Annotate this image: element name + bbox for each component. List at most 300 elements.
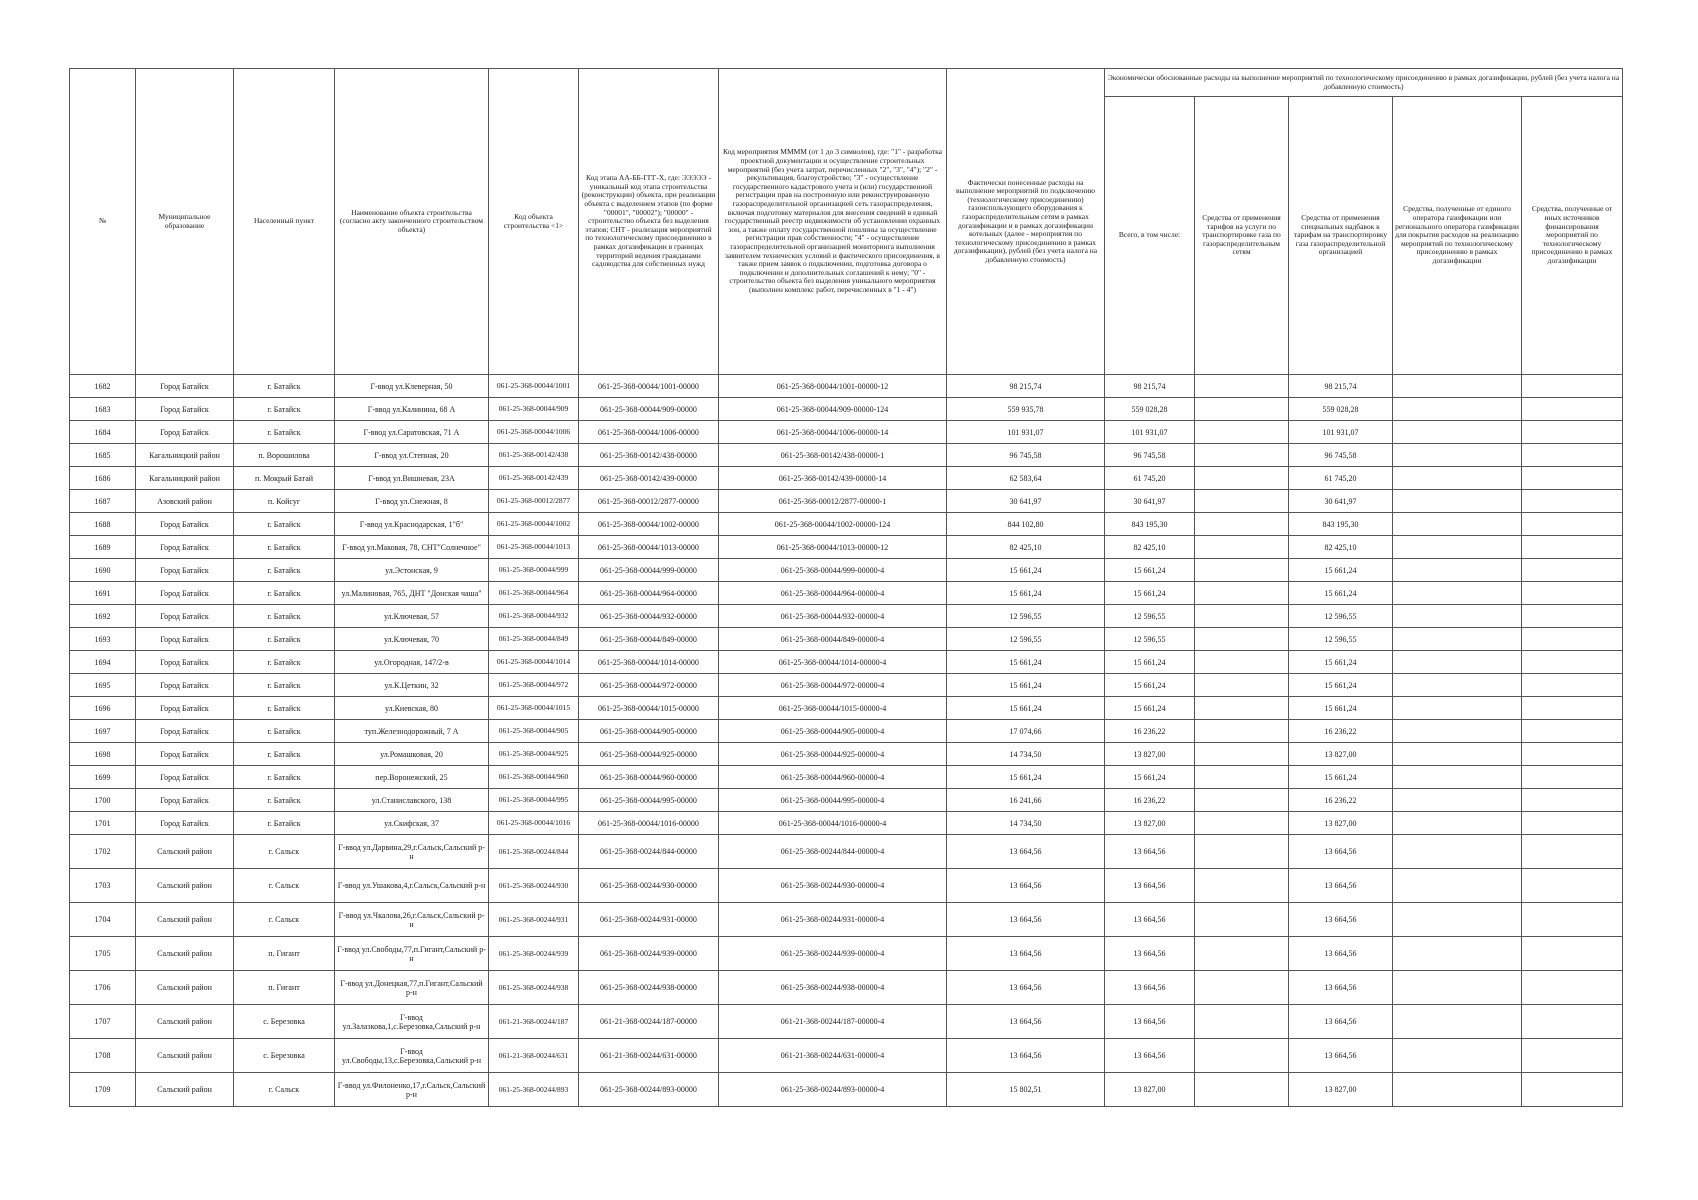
cell-settlement: г. Батайск	[234, 697, 335, 720]
cell-municipality: Город Батайск	[136, 674, 234, 697]
cell-operator	[1393, 1073, 1522, 1107]
cell-number: 1699	[70, 766, 136, 789]
cell-actual-costs: 15 661,24	[947, 651, 1105, 674]
cell-stage-code: 061-25-368-00244/938-00000	[579, 971, 719, 1005]
cell-tariff	[1195, 903, 1289, 937]
cell-number: 1692	[70, 605, 136, 628]
cell-actual-costs: 15 661,24	[947, 766, 1105, 789]
cell-municipality: Город Батайск	[136, 421, 234, 444]
cell-surcharge: 96 745,58	[1289, 444, 1393, 467]
cell-object-code: 061-25-368-00044/905	[489, 720, 579, 743]
cell-object-code: 061-21-368-00244/187	[489, 1005, 579, 1039]
cell-tariff	[1195, 490, 1289, 513]
cell-object-name: ул.Эстонская, 9	[335, 559, 489, 582]
cell-object-name: Г-ввод ул.Залазкова,1,с.Березовка,Сальский р-н	[335, 1005, 489, 1039]
cell-event-code: 061-25-368-00044/1002-00000-124	[719, 513, 947, 536]
cell-event-code: 061-25-368-00044/909-00000-124	[719, 398, 947, 421]
cell-total: 843 195,30	[1105, 513, 1195, 536]
table-row	[70, 582, 1623, 605]
cell-stage-code: 061-25-368-00244/893-00000	[579, 1073, 719, 1107]
cell-other	[1522, 467, 1623, 490]
cell-tariff	[1195, 398, 1289, 421]
cell-surcharge: 15 661,24	[1289, 697, 1393, 720]
cell-surcharge: 559 028,28	[1289, 398, 1393, 421]
cell-operator	[1393, 720, 1522, 743]
header-no: №	[70, 69, 136, 375]
cell-event-code: 061-25-368-00244/938-00000-4	[719, 971, 947, 1005]
cell-stage-code: 061-21-368-00244/187-00000	[579, 1005, 719, 1039]
cell-municipality: Город Батайск	[136, 398, 234, 421]
table-header	[70, 69, 1623, 375]
cell-settlement: п. Гигант	[234, 971, 335, 1005]
cell-object-name: ул.Станиславского, 138	[335, 789, 489, 812]
header-tariff: Средства от применения тарифов на услуги по транспортировке газа по газораспределительным сетям	[1195, 97, 1289, 375]
table-row	[70, 903, 1623, 937]
cell-total: 13 827,00	[1105, 743, 1195, 766]
cell-number: 1704	[70, 903, 136, 937]
cell-surcharge: 13 664,56	[1289, 835, 1393, 869]
cell-tariff	[1195, 720, 1289, 743]
cell-event-code: 061-25-368-00044/999-00000-4	[719, 559, 947, 582]
cell-actual-costs: 15 661,24	[947, 559, 1105, 582]
cell-actual-costs: 14 734,50	[947, 743, 1105, 766]
table-row	[70, 513, 1623, 536]
cell-event-code: 061-25-368-00044/1013-00000-12	[719, 536, 947, 559]
cell-object-name: ул.Ромашковая, 20	[335, 743, 489, 766]
table-row	[70, 559, 1623, 582]
cell-object-code: 061-25-368-00142/439	[489, 467, 579, 490]
cell-municipality: Город Батайск	[136, 605, 234, 628]
cell-municipality: Сальский район	[136, 1005, 234, 1039]
cell-total: 13 664,56	[1105, 937, 1195, 971]
cell-tariff	[1195, 375, 1289, 398]
cell-event-code: 061-25-368-00142/439-00000-14	[719, 467, 947, 490]
cell-actual-costs: 13 664,56	[947, 1005, 1105, 1039]
cell-settlement: г. Батайск	[234, 789, 335, 812]
table-row	[70, 971, 1623, 1005]
cell-other	[1522, 536, 1623, 559]
header-event-code: Код мероприятия ММММ (от 1 до 3 символов), где: "1" - разработка проектной документации и осуществление строительных мероприятий (без учета затрат, перечисленных "2", "3", "4"); "2" - рекультивация, благоустройство; "3" - осуществление государственного кадастрового учета и (или) государственной регистрации прав на построенную или реконструированную газораспределительной организацией сеть газораспределения, включая подготовку материалов для внесения сведений в единый государственный реестр недвижимости об установлении охранных зон, а также оплату государственной пошлины за осуществление регистрации прав собственности; "4" - осуществление газораспределительной организацией мониторинга выполнения заявителем технических условий и фактического присоединения, в также прием заявок о подключении, подготовка договора о подключении и дополнительных соглашений к нему; "0" - строительство объекта без выделения уникального мероприятия (выполнен комплекс работ, перечисленных в "1 - 4")	[719, 69, 947, 375]
header-object-name: Наименование объекта строительства (согласно акту законченного строительством объекта)	[335, 69, 489, 375]
cell-operator	[1393, 490, 1522, 513]
cell-municipality: Город Батайск	[136, 651, 234, 674]
cell-total: 82 425,10	[1105, 536, 1195, 559]
header-settlement: Населенный пункт	[234, 69, 335, 375]
cell-event-code: 061-25-368-00244/930-00000-4	[719, 869, 947, 903]
cell-operator	[1393, 789, 1522, 812]
cell-stage-code: 061-25-368-00044/1001-00000	[579, 375, 719, 398]
cell-settlement: г. Батайск	[234, 375, 335, 398]
cell-number: 1693	[70, 628, 136, 651]
cell-number: 1696	[70, 697, 136, 720]
cell-municipality: Сальский район	[136, 903, 234, 937]
cell-object-code: 061-25-368-00012/2877	[489, 490, 579, 513]
table-row	[70, 628, 1623, 651]
cell-object-name: Г-ввод ул.Клеверная, 50	[335, 375, 489, 398]
cell-total: 12 596,55	[1105, 628, 1195, 651]
cell-surcharge: 13 664,56	[1289, 937, 1393, 971]
cell-other	[1522, 835, 1623, 869]
cell-object-name: Г-ввод ул.Донецкая,77,п.Гигант,Сальский р-н	[335, 971, 489, 1005]
cell-tariff	[1195, 812, 1289, 835]
cell-other	[1522, 398, 1623, 421]
cell-number: 1683	[70, 398, 136, 421]
cell-municipality: Кагальницкий район	[136, 467, 234, 490]
cell-object-name: Г-ввод ул.Филоненко,17,г.Сальск,Сальский р-н	[335, 1073, 489, 1107]
cell-other	[1522, 971, 1623, 1005]
cell-surcharge: 82 425,10	[1289, 536, 1393, 559]
cell-settlement: п. Койсуг	[234, 490, 335, 513]
cell-total: 13 664,56	[1105, 903, 1195, 937]
cell-operator	[1393, 582, 1522, 605]
cell-stage-code: 061-25-368-00044/1002-00000	[579, 513, 719, 536]
cell-surcharge: 13 664,56	[1289, 903, 1393, 937]
cell-surcharge: 13 827,00	[1289, 1073, 1393, 1107]
cell-total: 559 028,28	[1105, 398, 1195, 421]
table-row	[70, 536, 1623, 559]
cell-object-code: 061-25-368-00044/932	[489, 605, 579, 628]
cell-tariff	[1195, 536, 1289, 559]
cell-municipality: Город Батайск	[136, 789, 234, 812]
cell-object-name: Г-ввод ул.Ушакова,4,г.Сальск,Сальский р-н	[335, 869, 489, 903]
cell-tariff	[1195, 628, 1289, 651]
cell-object-name: туп.Железнодорожный, 7 А	[335, 720, 489, 743]
cell-object-code: 061-25-368-00044/1001	[489, 375, 579, 398]
cell-tariff	[1195, 559, 1289, 582]
table-row	[70, 421, 1623, 444]
cell-object-code: 061-25-368-00244/938	[489, 971, 579, 1005]
cell-stage-code: 061-25-368-00044/1014-00000	[579, 651, 719, 674]
cell-stage-code: 061-25-368-00044/1015-00000	[579, 697, 719, 720]
cell-settlement: п. Мокрый Батай	[234, 467, 335, 490]
cell-event-code: 061-21-368-00244/187-00000-4	[719, 1005, 947, 1039]
document-sheet	[69, 68, 1622, 1107]
cell-number: 1694	[70, 651, 136, 674]
cell-operator	[1393, 467, 1522, 490]
cell-actual-costs: 13 664,56	[947, 869, 1105, 903]
cell-number: 1689	[70, 536, 136, 559]
cell-object-code: 061-25-368-00044/1013	[489, 536, 579, 559]
cell-other	[1522, 559, 1623, 582]
cell-event-code: 061-25-368-00244/844-00000-4	[719, 835, 947, 869]
cell-surcharge: 13 664,56	[1289, 869, 1393, 903]
cell-object-name: Г-ввод ул.Свободы,77,п.Гигант,Сальский р-н	[335, 937, 489, 971]
cell-surcharge: 12 596,55	[1289, 628, 1393, 651]
cell-surcharge: 101 931,07	[1289, 421, 1393, 444]
cell-operator	[1393, 375, 1522, 398]
cell-tariff	[1195, 697, 1289, 720]
cell-actual-costs: 14 734,50	[947, 812, 1105, 835]
cell-number: 1682	[70, 375, 136, 398]
cell-operator	[1393, 869, 1522, 903]
cell-surcharge: 15 661,24	[1289, 651, 1393, 674]
cell-event-code: 061-21-368-00244/631-00000-4	[719, 1039, 947, 1073]
cell-other	[1522, 605, 1623, 628]
cell-object-code: 061-25-368-00044/909	[489, 398, 579, 421]
table-row	[70, 444, 1623, 467]
cell-object-code: 061-25-368-00044/1006	[489, 421, 579, 444]
table-row	[70, 674, 1623, 697]
cell-operator	[1393, 903, 1522, 937]
cell-stage-code: 061-25-368-00044/1013-00000	[579, 536, 719, 559]
cell-object-name: ул.Скифская, 37	[335, 812, 489, 835]
cell-stage-code: 061-25-368-00244/930-00000	[579, 869, 719, 903]
cell-object-code: 061-25-368-00044/972	[489, 674, 579, 697]
cell-number: 1709	[70, 1073, 136, 1107]
cell-other	[1522, 444, 1623, 467]
cell-event-code: 061-25-368-00044/925-00000-4	[719, 743, 947, 766]
header-other: Средства, полученные от иных источников финансирования мероприятий по технологическому присоединению в рамках догазификации	[1522, 97, 1623, 375]
cell-settlement: п. Ворошилова	[234, 444, 335, 467]
cell-other	[1522, 903, 1623, 937]
cell-surcharge: 843 195,30	[1289, 513, 1393, 536]
cell-number: 1698	[70, 743, 136, 766]
cell-total: 15 661,24	[1105, 697, 1195, 720]
cell-settlement: г. Батайск	[234, 605, 335, 628]
cell-other	[1522, 869, 1623, 903]
cell-tariff	[1195, 513, 1289, 536]
cell-object-code: 061-25-368-00244/931	[489, 903, 579, 937]
cell-municipality: Город Батайск	[136, 766, 234, 789]
cell-other	[1522, 812, 1623, 835]
cell-total: 16 236,22	[1105, 789, 1195, 812]
cell-operator	[1393, 971, 1522, 1005]
cell-number: 1697	[70, 720, 136, 743]
cell-operator	[1393, 536, 1522, 559]
cell-operator	[1393, 812, 1522, 835]
cell-settlement: г. Батайск	[234, 743, 335, 766]
cell-object-code: 061-25-368-00044/849	[489, 628, 579, 651]
cell-settlement: г. Батайск	[234, 536, 335, 559]
cell-operator	[1393, 513, 1522, 536]
cell-number: 1703	[70, 869, 136, 903]
cell-settlement: с. Березовка	[234, 1039, 335, 1073]
cell-actual-costs: 12 596,55	[947, 628, 1105, 651]
cell-operator	[1393, 835, 1522, 869]
cell-stage-code: 061-25-368-00044/905-00000	[579, 720, 719, 743]
cell-stage-code: 061-25-368-00044/960-00000	[579, 766, 719, 789]
table-row	[70, 766, 1623, 789]
cell-actual-costs: 13 664,56	[947, 937, 1105, 971]
cell-tariff	[1195, 743, 1289, 766]
cell-total: 13 664,56	[1105, 971, 1195, 1005]
cell-surcharge: 13 664,56	[1289, 1005, 1393, 1039]
cell-number: 1685	[70, 444, 136, 467]
header-object-code: Код объекта строительства <1>	[489, 69, 579, 375]
cell-object-code: 061-25-368-00044/1016	[489, 812, 579, 835]
cell-municipality: Город Батайск	[136, 536, 234, 559]
cell-total: 96 745,58	[1105, 444, 1195, 467]
cell-stage-code: 061-25-368-00044/925-00000	[579, 743, 719, 766]
header-operator: Средства, полученные от единого оператора газификации или регионального оператора газификации для покрытия расходов на реализацию мероприятий по технологическому присоединению в рамках догазификации	[1393, 97, 1522, 375]
cell-operator	[1393, 743, 1522, 766]
cell-event-code: 061-25-368-00044/849-00000-4	[719, 628, 947, 651]
cell-municipality: Город Батайск	[136, 375, 234, 398]
header-municipality: Муниципальное образование	[136, 69, 234, 375]
cell-operator	[1393, 651, 1522, 674]
cell-operator	[1393, 421, 1522, 444]
cell-operator	[1393, 398, 1522, 421]
cell-settlement: г. Батайск	[234, 628, 335, 651]
cell-actual-costs: 16 241,66	[947, 789, 1105, 812]
cell-stage-code: 061-25-368-00044/1016-00000	[579, 812, 719, 835]
cell-stage-code: 061-25-368-00044/999-00000	[579, 559, 719, 582]
cell-object-code: 061-25-368-00044/1015	[489, 697, 579, 720]
cell-municipality: Город Батайск	[136, 628, 234, 651]
cell-other	[1522, 375, 1623, 398]
cell-actual-costs: 62 583,64	[947, 467, 1105, 490]
cell-total: 13 827,00	[1105, 812, 1195, 835]
cell-object-name: Г-ввод ул.Маковая, 78, СНТ"Солнечное"	[335, 536, 489, 559]
cell-number: 1701	[70, 812, 136, 835]
cell-surcharge: 15 661,24	[1289, 582, 1393, 605]
cell-actual-costs: 13 664,56	[947, 971, 1105, 1005]
cell-stage-code: 061-25-368-00244/931-00000	[579, 903, 719, 937]
cell-other	[1522, 674, 1623, 697]
cell-settlement: г. Батайск	[234, 674, 335, 697]
cell-surcharge: 16 236,22	[1289, 720, 1393, 743]
cell-object-code: 061-25-368-00244/893	[489, 1073, 579, 1107]
cell-object-name: Г-ввод ул.Калинина, 68 А	[335, 398, 489, 421]
cell-event-code: 061-25-368-00044/1001-00000-12	[719, 375, 947, 398]
cell-number: 1686	[70, 467, 136, 490]
cell-tariff	[1195, 869, 1289, 903]
cell-other	[1522, 582, 1623, 605]
cell-tariff	[1195, 651, 1289, 674]
cell-settlement: г. Батайск	[234, 720, 335, 743]
cell-municipality: Город Батайск	[136, 743, 234, 766]
cell-municipality: Сальский район	[136, 1039, 234, 1073]
cell-operator	[1393, 1005, 1522, 1039]
cell-other	[1522, 789, 1623, 812]
cell-total: 15 661,24	[1105, 559, 1195, 582]
cell-total: 15 661,24	[1105, 651, 1195, 674]
header-surcharge: Средства от применения специальных надбавок к тарифам на транспортировку газа газораспределительной организацией	[1289, 97, 1393, 375]
cell-object-name: ул.Огородная, 147/2-в	[335, 651, 489, 674]
cell-total: 13 664,56	[1105, 1005, 1195, 1039]
cell-total: 13 664,56	[1105, 1039, 1195, 1073]
cell-actual-costs: 13 664,56	[947, 1039, 1105, 1073]
cell-object-name: Г-ввод ул.Степная, 20	[335, 444, 489, 467]
cell-municipality: Сальский район	[136, 971, 234, 1005]
cell-object-code: 061-25-368-00044/1002	[489, 513, 579, 536]
cell-actual-costs: 12 596,55	[947, 605, 1105, 628]
cell-number: 1695	[70, 674, 136, 697]
cell-event-code: 061-25-368-00142/438-00000-1	[719, 444, 947, 467]
cell-other	[1522, 490, 1623, 513]
cell-stage-code: 061-25-368-00044/932-00000	[579, 605, 719, 628]
cell-event-code: 061-25-368-00044/1015-00000-4	[719, 697, 947, 720]
cell-stage-code: 061-25-368-00044/964-00000	[579, 582, 719, 605]
header-econ-group: Экономически обоснованные расходы на выполнение мероприятий по технологическому присоединению в рамках догазификации, рублей (без учета налога на добавленную стоимость)	[1105, 69, 1623, 97]
cell-actual-costs: 30 641,97	[947, 490, 1105, 513]
cell-settlement: г. Сальск	[234, 869, 335, 903]
cell-total: 15 661,24	[1105, 582, 1195, 605]
cell-stage-code: 061-25-368-00142/439-00000	[579, 467, 719, 490]
cell-event-code: 061-25-368-00244/931-00000-4	[719, 903, 947, 937]
cell-tariff	[1195, 605, 1289, 628]
header-stage-code: Код этапа АА-ББ-ГГГ-Х, где: ЭЭЭЭЭ - уникальный код этапа строительства (реконструкции) объекта, при реализации объекта с выделением этапов (по форме "00001", "00002"); "00000" - строительство объекта без выделения этапов; СНТ - реализация мероприятий по технологическому присоединению в рамках догазификации в границах территорий ведения гражданами садоводства для собственных нужд	[579, 69, 719, 375]
cell-surcharge: 13 827,00	[1289, 743, 1393, 766]
cell-actual-costs: 15 802,51	[947, 1073, 1105, 1107]
cell-object-name: ул.Ключевая, 57	[335, 605, 489, 628]
cell-number: 1705	[70, 937, 136, 971]
cell-surcharge: 13 664,56	[1289, 1039, 1393, 1073]
cell-settlement: г. Батайск	[234, 812, 335, 835]
cell-other	[1522, 720, 1623, 743]
header-actual-costs: Фактически понесенные расходы на выполнение мероприятий по подключению (технологическому присоединению) газоиспользующего оборудования к газораспределительным сетям в рамках догазификации и в рамках догазификации котельных (далее - мероприятия по технологическому присоединению в рамках догазификации), рублей (без учета налога на добавленную стоимость)	[947, 69, 1105, 375]
cell-other	[1522, 651, 1623, 674]
cell-settlement: г. Сальск	[234, 903, 335, 937]
table-row	[70, 651, 1623, 674]
cell-total: 15 661,24	[1105, 766, 1195, 789]
cell-operator	[1393, 559, 1522, 582]
cell-total: 16 236,22	[1105, 720, 1195, 743]
cell-event-code: 061-25-368-00044/964-00000-4	[719, 582, 947, 605]
table-row	[70, 835, 1623, 869]
cell-surcharge: 12 596,55	[1289, 605, 1393, 628]
table-row	[70, 869, 1623, 903]
cell-number: 1688	[70, 513, 136, 536]
cell-stage-code: 061-25-368-00044/972-00000	[579, 674, 719, 697]
cell-total: 13 664,56	[1105, 869, 1195, 903]
table-row	[70, 398, 1623, 421]
cell-object-code: 061-25-368-00244/930	[489, 869, 579, 903]
cell-actual-costs: 96 745,58	[947, 444, 1105, 467]
cell-object-name: ул.Киевская, 80	[335, 697, 489, 720]
cell-municipality: Город Батайск	[136, 812, 234, 835]
cell-total: 61 745,20	[1105, 467, 1195, 490]
cell-total: 30 641,97	[1105, 490, 1195, 513]
table-row	[70, 490, 1623, 513]
table-row	[70, 937, 1623, 971]
table-row	[70, 605, 1623, 628]
cell-tariff	[1195, 1073, 1289, 1107]
cell-number: 1707	[70, 1005, 136, 1039]
table-row	[70, 720, 1623, 743]
cell-stage-code: 061-25-368-00044/995-00000	[579, 789, 719, 812]
cell-tariff	[1195, 937, 1289, 971]
cell-surcharge: 98 215,74	[1289, 375, 1393, 398]
cell-total: 101 931,07	[1105, 421, 1195, 444]
cell-object-code: 061-25-368-00044/995	[489, 789, 579, 812]
cell-event-code: 061-25-368-00044/1016-00000-4	[719, 812, 947, 835]
cell-surcharge: 61 745,20	[1289, 467, 1393, 490]
cell-settlement: г. Батайск	[234, 513, 335, 536]
cell-municipality: Сальский район	[136, 835, 234, 869]
table-row	[70, 743, 1623, 766]
cell-object-name: Г-ввод ул.Краснодарская, 1"б"	[335, 513, 489, 536]
table-row	[70, 467, 1623, 490]
cell-object-code: 061-25-368-00244/939	[489, 937, 579, 971]
cell-actual-costs: 13 664,56	[947, 903, 1105, 937]
cell-other	[1522, 1073, 1623, 1107]
cell-operator	[1393, 628, 1522, 651]
cell-actual-costs: 559 935,78	[947, 398, 1105, 421]
cell-tariff	[1195, 971, 1289, 1005]
table-body	[70, 375, 1623, 1107]
cell-municipality: Город Батайск	[136, 720, 234, 743]
cell-stage-code: 061-25-368-00012/2877-00000	[579, 490, 719, 513]
cell-tariff	[1195, 835, 1289, 869]
cell-settlement: г. Батайск	[234, 582, 335, 605]
cell-operator	[1393, 444, 1522, 467]
cell-stage-code: 061-21-368-00244/631-00000	[579, 1039, 719, 1073]
cell-actual-costs: 844 102,80	[947, 513, 1105, 536]
cell-settlement: г. Батайск	[234, 559, 335, 582]
cell-municipality: Город Батайск	[136, 697, 234, 720]
cell-municipality: Сальский район	[136, 1073, 234, 1107]
